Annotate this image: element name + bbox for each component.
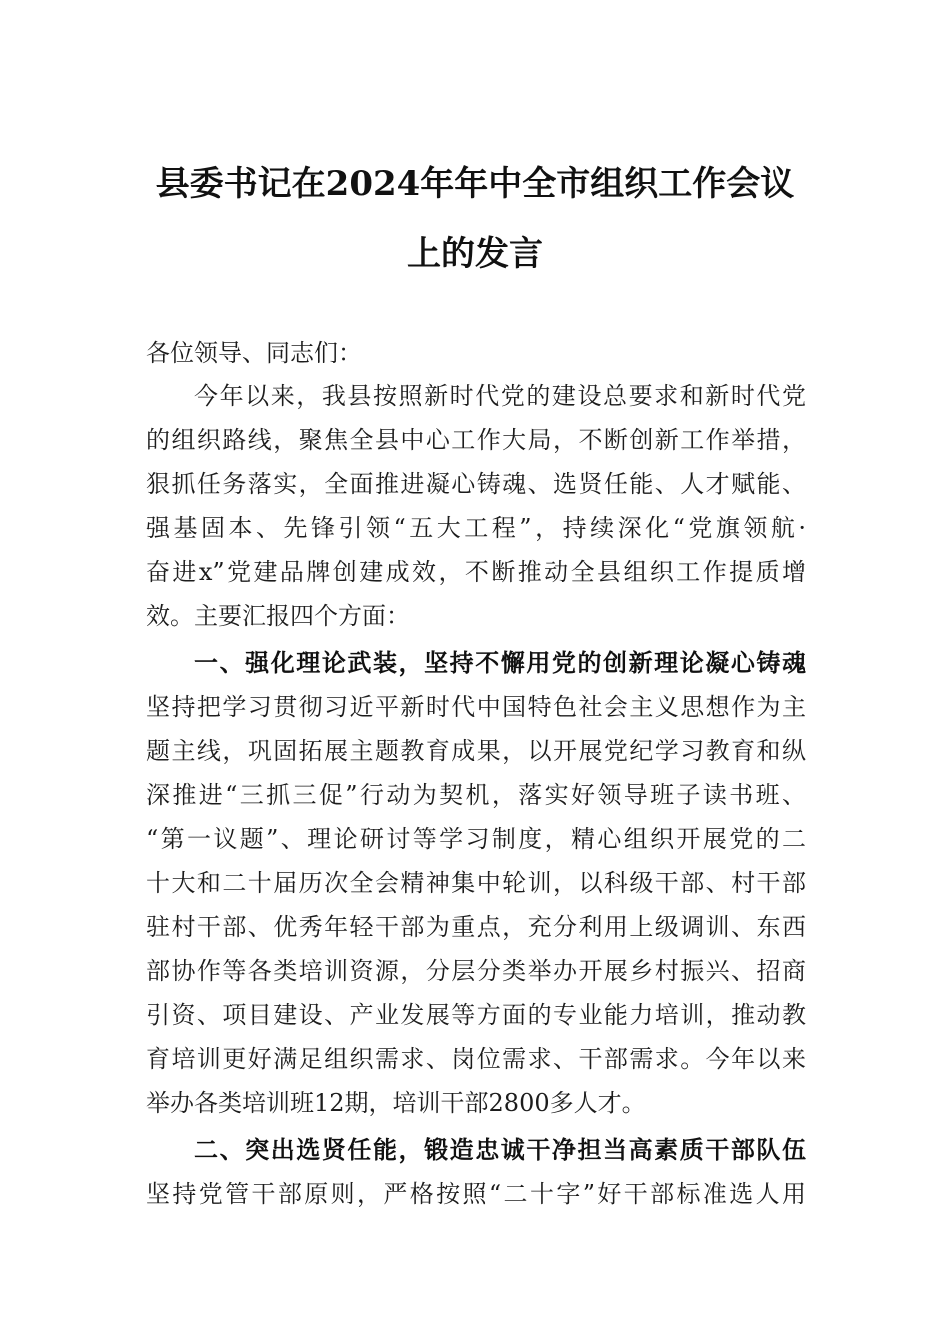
document-title-line-2: 上的发言 (407, 234, 543, 274)
section-1-line-6: 驻村干部、优秀年轻干部为重点，充分利用上级调训、东西 (146, 913, 806, 941)
section-1-line-8: 引资、项目建设、产业发展等方面的专业能力培训，推动教 (146, 1001, 806, 1029)
section-1-line-4: “第一议题”、理论研讨等学习制度，精心组织开展党的二 (146, 825, 806, 853)
section-1-line-1: 坚持把学习贯彻习近平新时代中国特色社会主义思想作为主 (146, 693, 806, 721)
salutation: 各位领导、同志们： (146, 339, 362, 367)
section-1-line-7: 部协作等各类培训资源，分层分类举办开展乡村振兴、招商 (146, 957, 806, 985)
section-1-line-2: 题主线，巩固拓展主题教育成果，以开展党纪学习教育和纵 (146, 737, 806, 765)
intro-line-6: 效。主要汇报四个方面： (146, 602, 410, 630)
section-1-line-10: 举办各类培训班12期，培训干部2800多人才。 (146, 1089, 646, 1117)
section-1-line-9: 育培训更好满足组织需求、岗位需求、干部需求。今年以来 (146, 1045, 806, 1073)
section-2-heading: 二、突出选贤任能，锻造忠诚干净担当高素质干部队伍 (194, 1136, 806, 1164)
section-2-line-1: 坚持党管干部原则，严格按照“二十字”好干部标准选人用 (146, 1180, 806, 1208)
section-1-heading: 一、强化理论武装，坚持不懈用党的创新理论凝心铸魂 (194, 649, 806, 677)
intro-line-4: 强基固本、先锋引领“五大工程”，持续深化“党旗领航· (146, 514, 806, 542)
intro-line-1: 今年以来，我县按照新时代党的建设总要求和新时代党 (194, 382, 806, 410)
section-1-line-3: 深推进“三抓三促”行动为契机，落实好领导班子读书班、 (146, 781, 806, 809)
intro-line-2: 的组织路线，聚焦全县中心工作大局，不断创新工作举措， (146, 426, 806, 454)
section-1-line-5: 十大和二十届历次全会精神集中轮训，以科级干部、村干部 (146, 869, 806, 897)
intro-line-5: 奋进x”党建品牌创建成效，不断推动全县组织工作提质增 (146, 558, 806, 586)
document-title-line-1: 县委书记在2024年年中全市组织工作会议 (155, 164, 795, 204)
intro-line-3: 狠抓任务落实，全面推进凝心铸魂、选贤任能、人才赋能、 (146, 470, 806, 498)
